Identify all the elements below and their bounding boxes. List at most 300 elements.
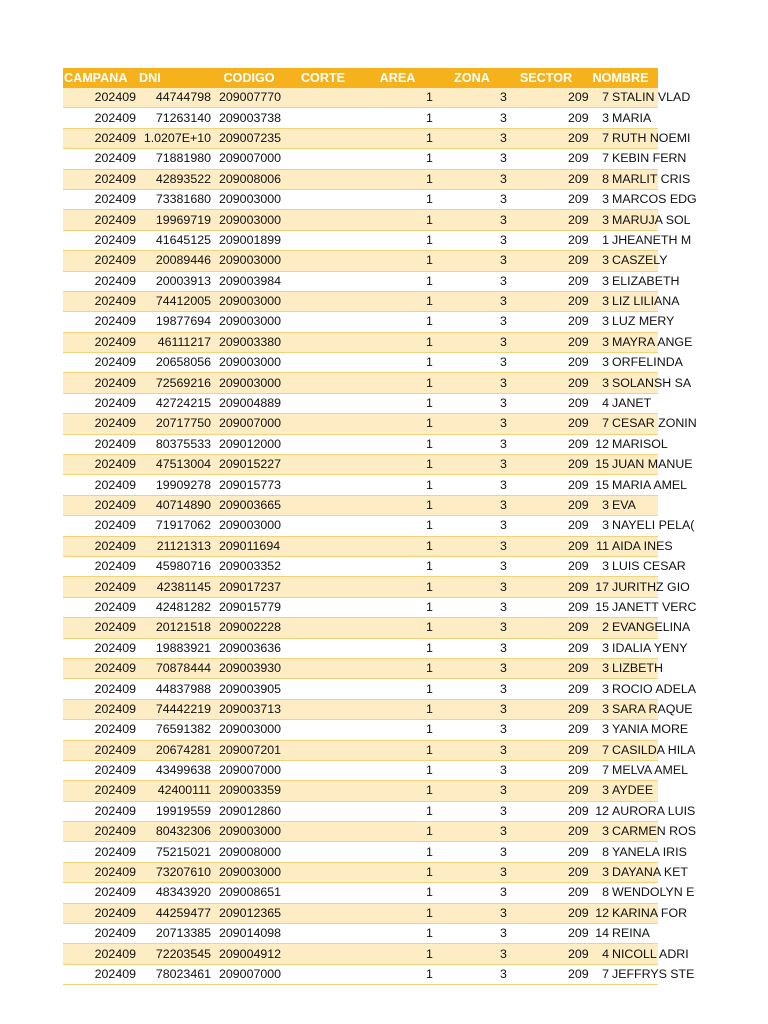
- cell-dni[interactable]: 1.0207E+10: [139, 128, 212, 148]
- cell-area[interactable]: 1: [360, 801, 435, 821]
- cell-nombre[interactable]: [583, 618, 691, 638]
- cell-dni[interactable]: 44744798: [139, 88, 212, 108]
- cell-sector[interactable]: 209: [509, 291, 583, 311]
- cell-sector[interactable]: 209: [509, 88, 583, 108]
- cell-sector[interactable]: 209: [509, 128, 583, 148]
- cell-codigo[interactable]: 209011694: [212, 536, 286, 556]
- cell-codigo[interactable]: 209007201: [212, 740, 286, 760]
- cell-campana[interactable]: 202409: [63, 353, 139, 373]
- cell-zona[interactable]: 3: [435, 944, 509, 964]
- cell-zona[interactable]: 3: [435, 414, 509, 434]
- cell-nombre[interactable]: [583, 638, 688, 658]
- cell-sector[interactable]: 209: [509, 883, 583, 903]
- cell-nombre[interactable]: [583, 189, 697, 209]
- cell-nombre[interactable]: [583, 699, 693, 719]
- cell-zona[interactable]: 3: [435, 516, 509, 536]
- cell-sector[interactable]: 209: [509, 597, 583, 617]
- cell-corte[interactable]: [286, 516, 360, 536]
- cell-dni[interactable]: 19883921: [139, 638, 212, 658]
- cell-campana[interactable]: 202409: [63, 516, 139, 536]
- cell-campana[interactable]: 202409: [63, 393, 139, 413]
- cell-nombre[interactable]: [583, 434, 668, 454]
- cell-sector[interactable]: 209: [509, 658, 583, 678]
- cell-area[interactable]: 1: [360, 597, 435, 617]
- cell-campana[interactable]: 202409: [63, 903, 139, 923]
- cell-codigo[interactable]: 209003000: [212, 291, 286, 311]
- cell-nombre[interactable]: [583, 964, 695, 984]
- cell-sector[interactable]: 209: [509, 556, 583, 576]
- cell-sector[interactable]: 209: [509, 353, 583, 373]
- cell-campana[interactable]: 202409: [63, 332, 139, 352]
- cell-dni[interactable]: 42724215: [139, 393, 212, 413]
- cell-codigo[interactable]: 209007000: [212, 964, 286, 984]
- cell-zona[interactable]: 3: [435, 801, 509, 821]
- cell-corte[interactable]: [286, 149, 360, 169]
- cell-campana[interactable]: 202409: [63, 414, 139, 434]
- cell-codigo[interactable]: 209003000: [212, 353, 286, 373]
- cell-corte[interactable]: [286, 373, 360, 393]
- cell-codigo[interactable]: 209007770: [212, 88, 286, 108]
- cell-codigo[interactable]: 209003380: [212, 332, 286, 352]
- cell-nombre[interactable]: [583, 393, 658, 413]
- cell-campana[interactable]: 202409: [63, 618, 139, 638]
- header-codigo[interactable]: CODIGO: [212, 68, 286, 88]
- cell-codigo[interactable]: 209007000: [212, 149, 286, 169]
- cell-dni[interactable]: 20674281: [139, 740, 212, 760]
- cell-dni[interactable]: 78023461: [139, 964, 212, 984]
- cell-nombre[interactable]: [583, 516, 695, 536]
- cell-sector[interactable]: 209: [509, 251, 583, 271]
- cell-corte[interactable]: [286, 455, 360, 475]
- cell-campana[interactable]: 202409: [63, 781, 139, 801]
- cell-sector[interactable]: 209: [509, 862, 583, 882]
- cell-sector[interactable]: 209: [509, 414, 583, 434]
- cell-campana[interactable]: 202409: [63, 944, 139, 964]
- cell-corte[interactable]: [286, 577, 360, 597]
- header-nombre[interactable]: NOMBRE: [583, 68, 658, 88]
- cell-corte[interactable]: [286, 658, 360, 678]
- cell-nombre[interactable]: [583, 108, 658, 128]
- cell-campana[interactable]: 202409: [63, 801, 139, 821]
- cell-codigo[interactable]: 209003000: [212, 210, 286, 230]
- cell-codigo[interactable]: 209015773: [212, 475, 286, 495]
- cell-corte[interactable]: [286, 536, 360, 556]
- cell-dni[interactable]: 70878444: [139, 658, 212, 678]
- cell-dni[interactable]: 41645125: [139, 230, 212, 250]
- cell-campana[interactable]: 202409: [63, 189, 139, 209]
- cell-area[interactable]: 1: [360, 455, 435, 475]
- cell-campana[interactable]: 202409: [63, 597, 139, 617]
- cell-codigo[interactable]: 209015227: [212, 455, 286, 475]
- cell-corte[interactable]: [286, 189, 360, 209]
- cell-corte[interactable]: [286, 332, 360, 352]
- cell-area[interactable]: 1: [360, 658, 435, 678]
- cell-nombre[interactable]: [583, 271, 680, 291]
- cell-area[interactable]: 1: [360, 781, 435, 801]
- cell-zona[interactable]: 3: [435, 210, 509, 230]
- cell-zona[interactable]: 3: [435, 230, 509, 250]
- cell-dni[interactable]: 20121518: [139, 618, 212, 638]
- cell-codigo[interactable]: 209008006: [212, 169, 286, 189]
- cell-sector[interactable]: 209: [509, 536, 583, 556]
- cell-sector[interactable]: 209: [509, 760, 583, 780]
- cell-nombre[interactable]: [583, 883, 695, 903]
- cell-nombre[interactable]: [583, 332, 693, 352]
- cell-campana[interactable]: 202409: [63, 740, 139, 760]
- cell-area[interactable]: 1: [360, 230, 435, 250]
- cell-corte[interactable]: [286, 883, 360, 903]
- cell-area[interactable]: 1: [360, 189, 435, 209]
- cell-dni[interactable]: 76591382: [139, 720, 212, 740]
- cell-campana[interactable]: 202409: [63, 679, 139, 699]
- cell-nombre[interactable]: [583, 291, 680, 311]
- cell-campana[interactable]: 202409: [63, 373, 139, 393]
- cell-area[interactable]: 1: [360, 291, 435, 311]
- cell-sector[interactable]: 209: [509, 230, 583, 250]
- cell-area[interactable]: 1: [360, 271, 435, 291]
- cell-campana[interactable]: 202409: [63, 251, 139, 271]
- cell-codigo[interactable]: 209014098: [212, 924, 286, 944]
- cell-area[interactable]: 1: [360, 332, 435, 352]
- cell-zona[interactable]: 3: [435, 536, 509, 556]
- header-campana[interactable]: CAMPANA: [63, 68, 139, 88]
- cell-zona[interactable]: 3: [435, 353, 509, 373]
- cell-nombre[interactable]: [583, 577, 690, 597]
- cell-sector[interactable]: 209: [509, 393, 583, 413]
- cell-dni[interactable]: 44837988: [139, 679, 212, 699]
- cell-dni[interactable]: 19877694: [139, 312, 212, 332]
- cell-campana[interactable]: 202409: [63, 658, 139, 678]
- cell-sector[interactable]: 209: [509, 434, 583, 454]
- cell-codigo[interactable]: 209004889: [212, 393, 286, 413]
- cell-corte[interactable]: [286, 822, 360, 842]
- cell-corte[interactable]: [286, 434, 360, 454]
- cell-sector[interactable]: 209: [509, 740, 583, 760]
- cell-dni[interactable]: 80375533: [139, 434, 212, 454]
- cell-area[interactable]: 1: [360, 393, 435, 413]
- cell-dni[interactable]: 71881980: [139, 149, 212, 169]
- cell-campana[interactable]: 202409: [63, 862, 139, 882]
- cell-dni[interactable]: 71263140: [139, 108, 212, 128]
- cell-campana[interactable]: 202409: [63, 638, 139, 658]
- cell-nombre[interactable]: [583, 128, 691, 148]
- cell-dni[interactable]: 74412005: [139, 291, 212, 311]
- cell-dni[interactable]: 45980716: [139, 556, 212, 576]
- cell-campana[interactable]: 202409: [63, 842, 139, 862]
- cell-corte[interactable]: [286, 210, 360, 230]
- cell-corte[interactable]: [286, 964, 360, 984]
- cell-dni[interactable]: 42893522: [139, 169, 212, 189]
- cell-campana[interactable]: 202409: [63, 108, 139, 128]
- cell-corte[interactable]: [286, 679, 360, 699]
- cell-campana[interactable]: 202409: [63, 760, 139, 780]
- cell-area[interactable]: 1: [360, 434, 435, 454]
- cell-codigo[interactable]: 209003636: [212, 638, 286, 658]
- cell-nombre[interactable]: [583, 822, 696, 842]
- cell-codigo[interactable]: 209015779: [212, 597, 286, 617]
- cell-sector[interactable]: 209: [509, 924, 583, 944]
- cell-area[interactable]: 1: [360, 903, 435, 923]
- cell-area[interactable]: 1: [360, 842, 435, 862]
- cell-sector[interactable]: 209: [509, 169, 583, 189]
- cell-campana[interactable]: 202409: [63, 577, 139, 597]
- cell-zona[interactable]: 3: [435, 883, 509, 903]
- cell-corte[interactable]: [286, 414, 360, 434]
- cell-nombre[interactable]: [583, 760, 688, 780]
- cell-codigo[interactable]: 209012000: [212, 434, 286, 454]
- cell-corte[interactable]: [286, 903, 360, 923]
- cell-dni[interactable]: 80432306: [139, 822, 212, 842]
- cell-sector[interactable]: 209: [509, 801, 583, 821]
- header-dni[interactable]: DNI: [139, 68, 212, 88]
- cell-area[interactable]: 1: [360, 883, 435, 903]
- cell-zona[interactable]: 3: [435, 88, 509, 108]
- cell-corte[interactable]: [286, 271, 360, 291]
- cell-zona[interactable]: 3: [435, 271, 509, 291]
- cell-area[interactable]: 1: [360, 88, 435, 108]
- cell-dni[interactable]: 44259477: [139, 903, 212, 923]
- cell-dni[interactable]: 19919559: [139, 801, 212, 821]
- cell-zona[interactable]: 3: [435, 822, 509, 842]
- cell-campana[interactable]: 202409: [63, 964, 139, 984]
- cell-corte[interactable]: [286, 108, 360, 128]
- cell-dni[interactable]: 42381145: [139, 577, 212, 597]
- cell-codigo[interactable]: 209003738: [212, 108, 286, 128]
- cell-zona[interactable]: 3: [435, 903, 509, 923]
- cell-corte[interactable]: [286, 638, 360, 658]
- cell-sector[interactable]: 209: [509, 638, 583, 658]
- cell-area[interactable]: 1: [360, 699, 435, 719]
- cell-dni[interactable]: 71917062: [139, 516, 212, 536]
- cell-dni[interactable]: 46111217: [139, 332, 212, 352]
- cell-nombre[interactable]: [583, 230, 692, 250]
- cell-campana[interactable]: 202409: [63, 149, 139, 169]
- cell-corte[interactable]: [286, 556, 360, 576]
- cell-zona[interactable]: 3: [435, 720, 509, 740]
- cell-zona[interactable]: 3: [435, 760, 509, 780]
- cell-zona[interactable]: 3: [435, 455, 509, 475]
- cell-area[interactable]: 1: [360, 720, 435, 740]
- header-corte[interactable]: CORTE: [286, 68, 360, 88]
- cell-corte[interactable]: [286, 291, 360, 311]
- cell-area[interactable]: 1: [360, 516, 435, 536]
- cell-zona[interactable]: 3: [435, 924, 509, 944]
- cell-zona[interactable]: 3: [435, 291, 509, 311]
- cell-area[interactable]: 1: [360, 475, 435, 495]
- cell-area[interactable]: 1: [360, 353, 435, 373]
- cell-nombre[interactable]: [583, 781, 658, 801]
- cell-campana[interactable]: 202409: [63, 475, 139, 495]
- cell-dni[interactable]: 40714890: [139, 495, 212, 515]
- header-zona[interactable]: ZONA: [435, 68, 509, 88]
- cell-campana[interactable]: 202409: [63, 720, 139, 740]
- cell-codigo[interactable]: 209003000: [212, 189, 286, 209]
- cell-corte[interactable]: [286, 312, 360, 332]
- cell-corte[interactable]: [286, 862, 360, 882]
- cell-codigo[interactable]: 209012860: [212, 801, 286, 821]
- cell-dni[interactable]: 20717750: [139, 414, 212, 434]
- cell-sector[interactable]: 209: [509, 781, 583, 801]
- header-area[interactable]: AREA: [360, 68, 435, 88]
- cell-campana[interactable]: 202409: [63, 556, 139, 576]
- cell-zona[interactable]: 3: [435, 373, 509, 393]
- cell-sector[interactable]: 209: [509, 455, 583, 475]
- cell-zona[interactable]: 3: [435, 679, 509, 699]
- cell-campana[interactable]: 202409: [63, 312, 139, 332]
- cell-sector[interactable]: 209: [509, 699, 583, 719]
- cell-codigo[interactable]: 209007235: [212, 128, 286, 148]
- cell-dni[interactable]: 72203545: [139, 944, 212, 964]
- cell-area[interactable]: 1: [360, 169, 435, 189]
- cell-nombre[interactable]: [583, 597, 697, 617]
- cell-area[interactable]: 1: [360, 740, 435, 760]
- cell-codigo[interactable]: 209007000: [212, 760, 286, 780]
- cell-nombre[interactable]: [583, 210, 691, 230]
- cell-campana[interactable]: 202409: [63, 291, 139, 311]
- cell-sector[interactable]: 209: [509, 964, 583, 984]
- cell-dni[interactable]: 73381680: [139, 189, 212, 209]
- cell-corte[interactable]: [286, 597, 360, 617]
- cell-codigo[interactable]: 209003000: [212, 822, 286, 842]
- cell-dni[interactable]: 43499638: [139, 760, 212, 780]
- cell-codigo[interactable]: 209003984: [212, 271, 286, 291]
- cell-zona[interactable]: 3: [435, 964, 509, 984]
- cell-codigo[interactable]: 209003000: [212, 720, 286, 740]
- cell-corte[interactable]: [286, 924, 360, 944]
- cell-zona[interactable]: 3: [435, 495, 509, 515]
- cell-codigo[interactable]: 209003713: [212, 699, 286, 719]
- cell-sector[interactable]: 209: [509, 475, 583, 495]
- cell-area[interactable]: 1: [360, 536, 435, 556]
- cell-nombre[interactable]: [583, 455, 693, 475]
- cell-corte[interactable]: [286, 353, 360, 373]
- cell-area[interactable]: 1: [360, 128, 435, 148]
- cell-sector[interactable]: 209: [509, 944, 583, 964]
- cell-codigo[interactable]: 209003930: [212, 658, 286, 678]
- cell-sector[interactable]: 209: [509, 577, 583, 597]
- cell-sector[interactable]: 209: [509, 210, 583, 230]
- cell-codigo[interactable]: 209003000: [212, 312, 286, 332]
- cell-zona[interactable]: 3: [435, 108, 509, 128]
- cell-nombre[interactable]: [583, 88, 691, 108]
- cell-campana[interactable]: 202409: [63, 128, 139, 148]
- cell-codigo[interactable]: 209003352: [212, 556, 286, 576]
- cell-nombre[interactable]: [583, 801, 696, 821]
- cell-corte[interactable]: [286, 230, 360, 250]
- cell-nombre[interactable]: [583, 903, 688, 923]
- cell-nombre[interactable]: [583, 475, 688, 495]
- cell-dni[interactable]: 73207610: [139, 862, 212, 882]
- cell-area[interactable]: 1: [360, 679, 435, 699]
- cell-nombre[interactable]: [583, 536, 673, 556]
- cell-corte[interactable]: [286, 475, 360, 495]
- cell-corte[interactable]: [286, 740, 360, 760]
- cell-campana[interactable]: 202409: [63, 699, 139, 719]
- cell-zona[interactable]: 3: [435, 781, 509, 801]
- cell-campana[interactable]: 202409: [63, 536, 139, 556]
- cell-sector[interactable]: 209: [509, 271, 583, 291]
- cell-codigo[interactable]: 209003905: [212, 679, 286, 699]
- cell-area[interactable]: 1: [360, 924, 435, 944]
- cell-area[interactable]: 1: [360, 556, 435, 576]
- cell-zona[interactable]: 3: [435, 251, 509, 271]
- cell-zona[interactable]: 3: [435, 434, 509, 454]
- cell-sector[interactable]: 209: [509, 822, 583, 842]
- cell-codigo[interactable]: 209017237: [212, 577, 286, 597]
- cell-zona[interactable]: 3: [435, 740, 509, 760]
- cell-sector[interactable]: 209: [509, 312, 583, 332]
- cell-nombre[interactable]: [583, 169, 691, 189]
- cell-dni[interactable]: 47513004: [139, 455, 212, 475]
- cell-area[interactable]: 1: [360, 373, 435, 393]
- cell-area[interactable]: 1: [360, 414, 435, 434]
- cell-nombre[interactable]: [583, 556, 686, 576]
- cell-area[interactable]: 1: [360, 964, 435, 984]
- cell-zona[interactable]: 3: [435, 149, 509, 169]
- cell-zona[interactable]: 3: [435, 128, 509, 148]
- cell-area[interactable]: 1: [360, 312, 435, 332]
- cell-sector[interactable]: 209: [509, 373, 583, 393]
- cell-corte[interactable]: [286, 944, 360, 964]
- cell-campana[interactable]: 202409: [63, 883, 139, 903]
- cell-nombre[interactable]: [583, 373, 692, 393]
- cell-area[interactable]: 1: [360, 149, 435, 169]
- cell-sector[interactable]: 209: [509, 149, 583, 169]
- cell-campana[interactable]: 202409: [63, 434, 139, 454]
- cell-area[interactable]: 1: [360, 760, 435, 780]
- cell-campana[interactable]: 202409: [63, 210, 139, 230]
- cell-nombre[interactable]: [583, 944, 689, 964]
- cell-zona[interactable]: 3: [435, 169, 509, 189]
- cell-zona[interactable]: 3: [435, 842, 509, 862]
- cell-area[interactable]: 1: [360, 577, 435, 597]
- cell-campana[interactable]: 202409: [63, 271, 139, 291]
- cell-campana[interactable]: 202409: [63, 924, 139, 944]
- cell-nombre[interactable]: [583, 149, 687, 169]
- cell-codigo[interactable]: 209007000: [212, 414, 286, 434]
- cell-dni[interactable]: 42400111: [139, 781, 212, 801]
- cell-nombre[interactable]: [583, 414, 697, 434]
- cell-corte[interactable]: [286, 720, 360, 740]
- cell-codigo[interactable]: 209012365: [212, 903, 286, 923]
- cell-zona[interactable]: 3: [435, 393, 509, 413]
- cell-zona[interactable]: 3: [435, 618, 509, 638]
- cell-campana[interactable]: 202409: [63, 822, 139, 842]
- cell-codigo[interactable]: 209001899: [212, 230, 286, 250]
- cell-campana[interactable]: 202409: [63, 455, 139, 475]
- cell-codigo[interactable]: 209003000: [212, 251, 286, 271]
- cell-area[interactable]: 1: [360, 638, 435, 658]
- cell-corte[interactable]: [286, 801, 360, 821]
- cell-codigo[interactable]: 209003000: [212, 373, 286, 393]
- cell-zona[interactable]: 3: [435, 475, 509, 495]
- cell-sector[interactable]: 209: [509, 189, 583, 209]
- cell-zona[interactable]: 3: [435, 699, 509, 719]
- cell-dni[interactable]: 19909278: [139, 475, 212, 495]
- cell-dni[interactable]: 20713385: [139, 924, 212, 944]
- cell-codigo[interactable]: 209008000: [212, 842, 286, 862]
- cell-campana[interactable]: 202409: [63, 230, 139, 250]
- cell-sector[interactable]: 209: [509, 618, 583, 638]
- cell-area[interactable]: 1: [360, 822, 435, 842]
- cell-corte[interactable]: [286, 251, 360, 271]
- cell-dni[interactable]: 48343920: [139, 883, 212, 903]
- cell-codigo[interactable]: 209002228: [212, 618, 286, 638]
- cell-dni[interactable]: 21121313: [139, 536, 212, 556]
- cell-codigo[interactable]: 209003000: [212, 862, 286, 882]
- cell-nombre[interactable]: [583, 495, 658, 515]
- cell-dni[interactable]: 20003913: [139, 271, 212, 291]
